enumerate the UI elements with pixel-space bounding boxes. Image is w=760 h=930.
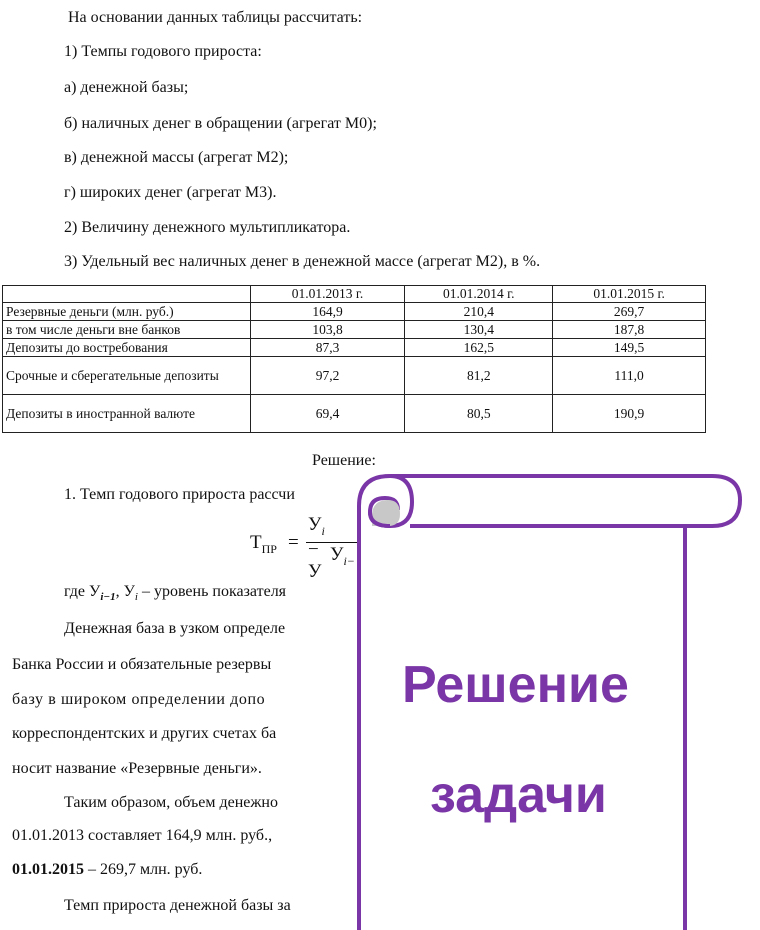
formula-num-sub: i: [321, 523, 325, 538]
formula-den-letter: У: [330, 544, 344, 565]
row-label: Резервные деньги (млн. руб.): [3, 303, 251, 321]
solution-paragraph: 1. Темп годового прироста рассчи: [64, 486, 295, 503]
row-label: в том числе деньги вне банков: [3, 321, 251, 339]
formula-den-sub: i−: [343, 553, 355, 568]
solution-line: Денежная база в узком определе: [64, 620, 286, 637]
where-mid: , У: [115, 583, 135, 600]
row-label: Депозиты в иностранной валюте: [3, 395, 251, 433]
task-item: а) денежной базы;: [64, 79, 189, 96]
where-text: где У: [64, 583, 101, 600]
formula-num-letter: У: [308, 514, 322, 535]
solution-line: базу в широком определении допо: [12, 691, 266, 708]
task-item: г) широких денег (агрегат М3).: [64, 184, 277, 201]
overlay-title-line-2: задачи: [430, 766, 607, 824]
task-item: 1) Темпы годового прироста:: [64, 43, 262, 60]
where-sub-1: i−1: [100, 591, 116, 604]
table-cell: 103,8: [250, 321, 405, 339]
solution-heading: Решение:: [312, 452, 376, 469]
table-cell: 162,5: [405, 339, 553, 357]
table-cell: 81,2: [405, 357, 553, 395]
row-label: Срочные и сберегательные депозиты: [3, 357, 251, 395]
table-cell: 87,3: [250, 339, 405, 357]
table-cell: 190,9: [553, 395, 706, 433]
solution-line: Банка России и обязательные резервы: [12, 656, 272, 673]
overlay-title-line-1: Решение: [402, 656, 629, 714]
table-cell: 187,8: [553, 321, 706, 339]
where-rest: – уровень показателя: [137, 583, 287, 600]
bold-date: 01.01.2015: [12, 861, 84, 878]
formula-lhs-letter: Т: [250, 532, 262, 553]
table-cell: 164,9: [250, 303, 405, 321]
task-item: 3) Удельный вес наличных денег в денежной массе (агрегат М2), в %.: [64, 253, 541, 270]
solution-line: корреспондентских и других счетах ба: [12, 725, 277, 742]
table-cell: 130,4: [405, 321, 553, 339]
table-header-cell: 01.01.2014 г.: [405, 286, 553, 303]
table-cell: 80,5: [405, 395, 553, 433]
task-item: 2) Величину денежного мультипликатора.: [64, 219, 351, 236]
formula-equals: =: [288, 532, 299, 553]
date-value: – 269,7 млн. руб.: [84, 861, 203, 878]
table-cell: 269,7: [553, 303, 706, 321]
solution-line: носит название «Резервные деньги».: [12, 760, 262, 777]
table-cell: 210,4: [405, 303, 553, 321]
task-item: б) наличных денег в обращении (агрегат М0);: [64, 115, 377, 132]
table-cell: 149,5: [553, 339, 706, 357]
scroll-top-roll: [390, 476, 740, 526]
task-item: в) денежной массы (агрегат М2);: [64, 149, 289, 166]
where-sub-2: i: [134, 591, 138, 604]
solution-line: Таким образом, объем денежно: [64, 794, 278, 811]
solution-line: Темп прироста денежной базы за: [64, 897, 291, 914]
table-cell: 111,0: [553, 357, 706, 395]
row-label: Депозиты до востребования: [3, 339, 251, 357]
formula-lhs-sub: ПР: [261, 541, 277, 556]
table-cell: 69,4: [250, 395, 405, 433]
table-cell: 97,2: [250, 357, 405, 395]
task-intro: На основании данных таблицы рассчитать:: [68, 9, 363, 26]
formula-num-rest: − У: [308, 538, 322, 582]
table-header-cell: 01.01.2015 г.: [553, 286, 706, 303]
solution-line: 01.01.2013 составляет 164,9 млн. руб.,: [12, 827, 273, 844]
table-header-cell: 01.01.2013 г.: [250, 286, 405, 303]
